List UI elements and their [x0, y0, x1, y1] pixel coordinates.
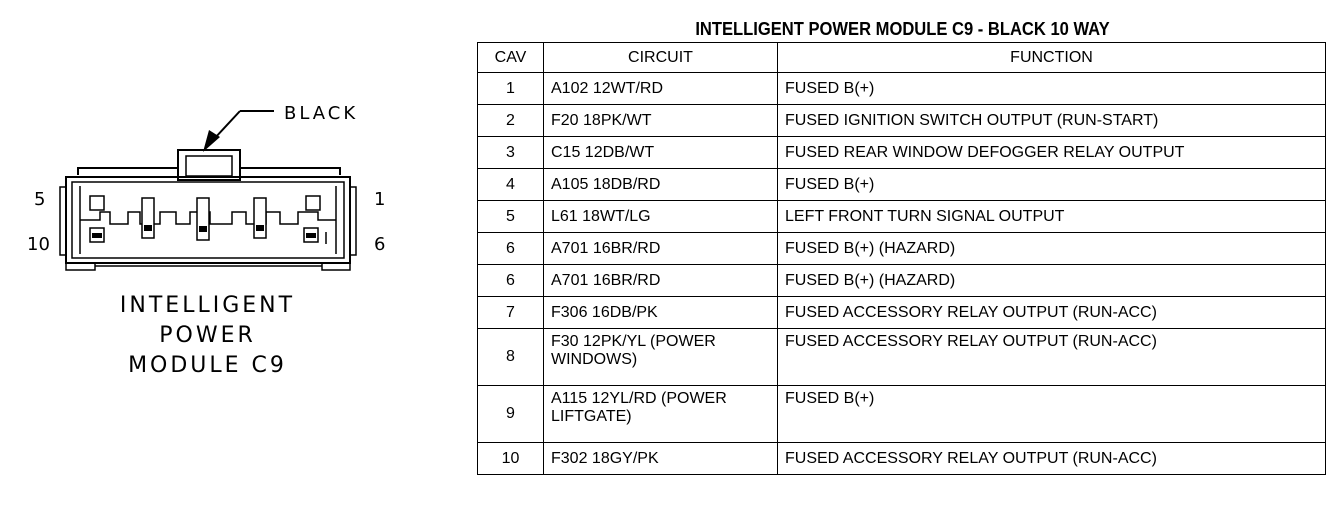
terminal-cavities: [90, 196, 326, 244]
header-circuit: CIRCUIT: [544, 43, 778, 73]
pin-label-5: 5: [34, 189, 46, 210]
function-cell: FUSED B(+): [778, 169, 1326, 201]
module-name-line-1: INTELLIGENT: [119, 293, 296, 318]
table-row: [478, 297, 1326, 329]
cav-cell: 8: [478, 329, 544, 386]
function-cell: FUSED B(+) (HAZARD): [778, 233, 1326, 265]
pin-label-6: 6: [374, 234, 386, 255]
circuit-cell: F302 18GY/PK: [544, 443, 778, 475]
function-cell: FUSED IGNITION SWITCH OUTPUT (RUN-START): [778, 105, 1326, 137]
table-row: [478, 201, 1326, 233]
cav-cell: 6: [478, 265, 544, 297]
cavity-5: [90, 196, 104, 210]
circuit-cell: L61 18WT/LG: [544, 201, 778, 233]
table-row: [478, 169, 1326, 201]
cav-cell: 9: [478, 386, 544, 443]
pinout-table: [477, 42, 1326, 475]
module-name-line-2: POWER: [159, 323, 256, 348]
circuit-cell: C15 12DB/WT: [544, 137, 778, 169]
cav-cell: 5: [478, 201, 544, 233]
cavity-2: [254, 198, 266, 238]
circuit-cell: F306 16DB/PK: [544, 297, 778, 329]
cavity-4: [142, 198, 154, 238]
cav-cell: 3: [478, 137, 544, 169]
module-name-line-3: MODULE C9: [128, 353, 287, 378]
table-row: [478, 386, 1326, 443]
cav-cell: 7: [478, 297, 544, 329]
connector-diagram: [0, 0, 470, 518]
cav-cell: 6: [478, 233, 544, 265]
table-row: [478, 73, 1326, 105]
table-row: [478, 105, 1326, 137]
table-header-row: [478, 43, 1326, 73]
header-function: FUNCTION: [778, 43, 1326, 73]
function-cell: FUSED B(+): [778, 73, 1326, 105]
function-cell: FUSED ACCESSORY RELAY OUTPUT (RUN-ACC): [778, 329, 1326, 386]
table-row: [478, 233, 1326, 265]
cavity-3: [197, 198, 209, 240]
function-cell: FUSED B(+) (HAZARD): [778, 265, 1326, 297]
cav-cell: 10: [478, 443, 544, 475]
circuit-cell: F20 18PK/WT: [544, 105, 778, 137]
pin-label-1: 1: [374, 189, 386, 210]
circuit-cell: F30 12PK/YL (POWER WINDOWS): [544, 329, 778, 386]
cav-cell: 4: [478, 169, 544, 201]
circuit-cell: A102 12WT/RD: [544, 73, 778, 105]
circuit-cell: A701 16BR/RD: [544, 265, 778, 297]
table-row: [478, 443, 1326, 475]
table-row: [478, 265, 1326, 297]
black-callout: [203, 103, 358, 152]
function-cell: FUSED ACCESSORY RELAY OUTPUT (RUN-ACC): [778, 297, 1326, 329]
function-cell: LEFT FRONT TURN SIGNAL OUTPUT: [778, 201, 1326, 233]
cavity-1: [306, 196, 320, 210]
cav-cell: 2: [478, 105, 544, 137]
function-cell: FUSED B(+): [778, 386, 1326, 443]
header-cav: CAV: [478, 43, 544, 73]
function-cell: FUSED REAR WINDOW DEFOGGER RELAY OUTPUT: [778, 137, 1326, 169]
table-row: [478, 137, 1326, 169]
table-title: INTELLIGENT POWER MODULE C9 - BLACK 10 WAY: [695, 19, 1110, 39]
callout-label: BLACK: [284, 103, 359, 124]
callout-arrow-icon: [203, 130, 220, 152]
function-cell: FUSED ACCESSORY RELAY OUTPUT (RUN-ACC): [778, 443, 1326, 475]
cav-cell: 1: [478, 73, 544, 105]
pin-label-10: 10: [27, 234, 50, 255]
circuit-cell: A105 18DB/RD: [544, 169, 778, 201]
circuit-cell: A115 12YL/RD (POWER LIFTGATE): [544, 386, 778, 443]
circuit-cell: A701 16BR/RD: [544, 233, 778, 265]
table-row: [478, 329, 1326, 386]
